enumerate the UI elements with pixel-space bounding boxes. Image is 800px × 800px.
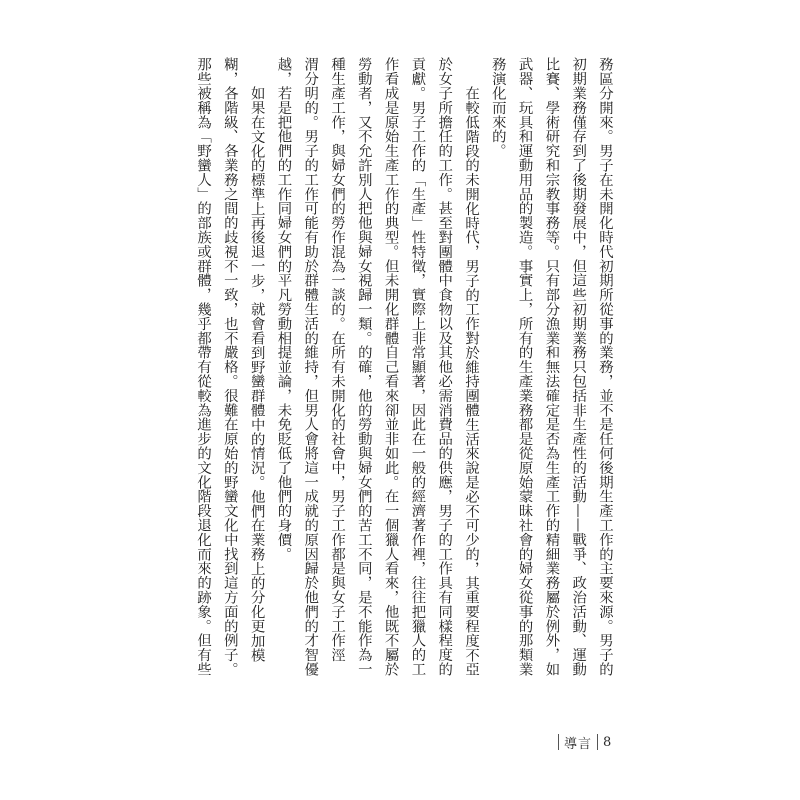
text-column: 比賽、學術研究和宗教事務等。只有部分漁業和無法確定是否為生產工作的精細業務屬於例外，如 (543, 57, 560, 677)
text-column: 務演化而來的。 (489, 57, 506, 158)
text-column: 渭分明的。男子的工作可能有助於群體生活的維持，但男人會將這一成就的原因歸於他們的才智優 (302, 57, 319, 677)
text-column: 於女子所擔任的工作。甚至對團體中食物以及其他必需消費品的供應，男子的工作具有同樣程度的 (436, 57, 453, 677)
text-column: 種生產工作，與婦女們的勞作混為一談的。在所有未開化的社會中，男子工作都是與女子工作涇 (329, 57, 346, 662)
footer-divider (597, 734, 598, 750)
text-column: 初期業務僅存到了後期發展中，但這些初期業務只包括非生產性的活動——戰爭、政治活動、運動 (570, 57, 587, 677)
text-column: 務區分開來。男子在未開化時代初期所從事的業務，並不是任何後期生產工作的主要來源。男子的 (597, 57, 613, 677)
text-column: 那些被稱為「野蠻人」的部族或群體，幾乎都帶有從較為進步的文化階段退化而來的跡象。但有些 (195, 57, 212, 677)
footer-divider (558, 734, 559, 750)
text-column: 越，若是把他們的工作同婦女們的平凡勞動相提並論，未免貶低了他們的身價。 (275, 57, 292, 561)
text-column: 勞動者，又不允許別人把他與婦女視歸一類。的確，他的勞動與婦女們的苦工不同，是不能作為一 (355, 57, 372, 677)
page-number: 8 (603, 734, 612, 750)
text-column: 武器、玩具和運動用品的製造。事實上，所有的生產業務都是從原始蒙昧社會的婦女從事的那類業 (516, 57, 533, 677)
text-column: 作看成是原始生產工作的典型。但未開化群體自己看來卻並非如此。在一個獵人看來，他既不屬於 (382, 57, 399, 677)
paragraph-start-column: 在較低階段的未開化時代，男子的工作對於維持團體生活來說是必不可少的，其重要程度不亞 (463, 85, 480, 677)
section-title: 導言 (564, 736, 593, 752)
text-column: 貢獻。男子工作的「生產」性特徵，實際上非常顯著，因此在一般的經濟著作裡，往往把獵人的工 (409, 57, 426, 677)
paragraph-start-column: 如果在文化的標準上再後退一步，就會看到野蠻群體中的情況。他們在業務上的分化更加模 (248, 85, 265, 662)
vertical-body-text (189, 57, 618, 681)
page-footer (553, 733, 611, 751)
text-column: 糊，各階級、各業務之間的歧視不一致，也不嚴格。很難在原始的野蠻文化中找到這方面的例子。 (221, 57, 238, 677)
